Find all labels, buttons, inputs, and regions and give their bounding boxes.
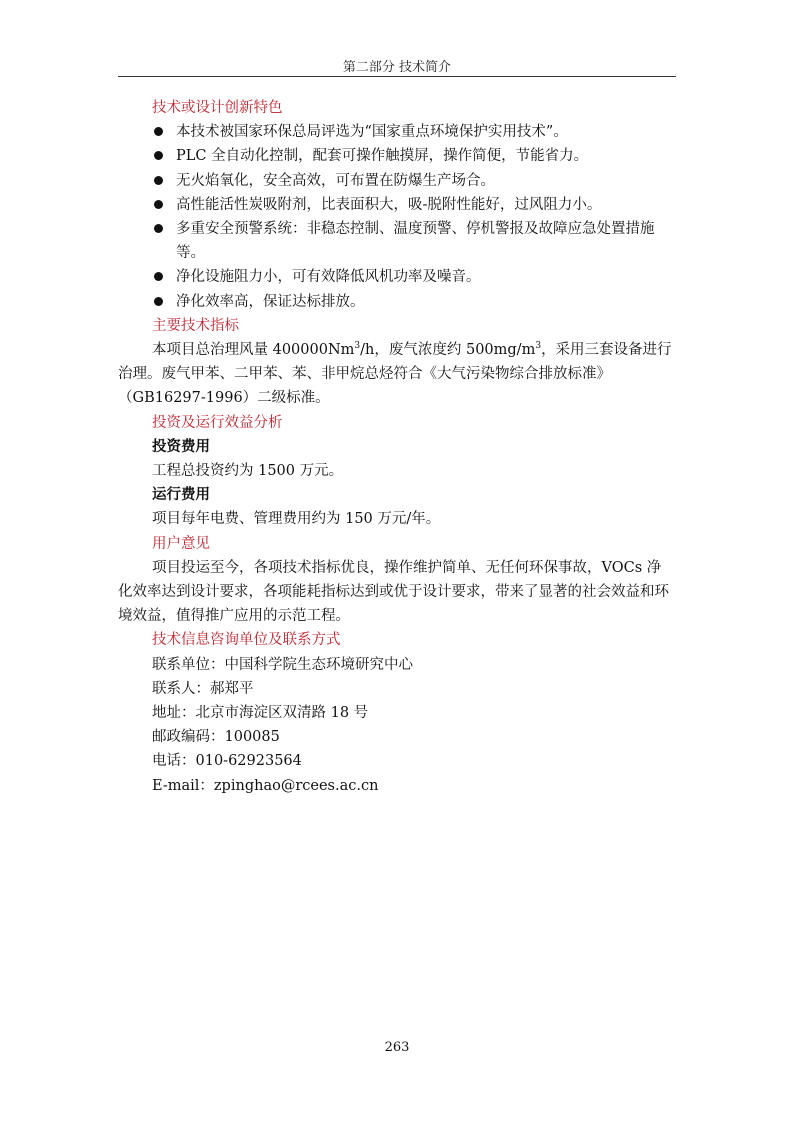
bullet-icon xyxy=(154,224,163,233)
list-item: 多重安全预警系统：非稳态控制、温度预警、停机警报及故障应急处置措施等。 xyxy=(152,217,674,265)
indicators-paragraph: 本项目总治理风量 400000Nm$^3$/h，废气浓度约 $500mg/m^3$，采用三套设备进行治理。废气甲苯、二甲苯、苯、非甲烷总烃符合《大气污染物综合排放标准》（GB16297-1996）二级标准。 xyxy=(118,341,672,407)
feedback-paragraph: 项目投运至今，各项技术指标优良，操作维护简单、无任何环保事故，VOCs 净化效率达到设计要求，各项能耗指标达到或优于设计要求，带来了显著的社会效益和环境效益，值得推广应用的示范工程。 xyxy=(118,559,669,625)
list-item: 净化效率高，保证达标排放。 xyxy=(152,290,674,314)
section-heading-innovation: 技术或设计创新特色 xyxy=(152,100,283,116)
bullet-icon xyxy=(154,127,163,136)
list-item: 本技术被国家环保总局评选为“国家重点环境保护实用技术”。 xyxy=(152,120,674,144)
section-heading-investment: 投资及运行效益分析 xyxy=(152,414,283,431)
contact-phone: 电话：010-62923564 xyxy=(152,753,302,770)
bullet-icon xyxy=(154,200,163,209)
list-item: PLC 全自动化控制，配套可操作触摸屏，操作简便，节能省力。 xyxy=(152,144,674,168)
contact-unit: 联系单位：中国科学院生态环境研究中心 xyxy=(152,656,413,673)
section-heading-feedback: 用户意见 xyxy=(152,535,210,552)
bullet-icon xyxy=(154,176,163,185)
page-number: 263 xyxy=(384,1040,410,1055)
page-header: 第二部分 技术简介 xyxy=(342,60,452,75)
subheading-running-cost: 运行费用 xyxy=(152,487,210,504)
bullet-icon xyxy=(154,272,163,281)
list-item: 净化设施阻力小，可有效降低风机功率及噪音。 xyxy=(152,265,674,289)
contact-postcode: 邮政编码：100085 xyxy=(152,729,280,746)
running-cost-text: 项目每年电费、管理费用约为 150 万元/年。 xyxy=(152,511,441,528)
list-item: 高性能活性炭吸附剂，比表面积大，吸-脱附性能好，过风阻力小。 xyxy=(152,193,674,217)
header-rule xyxy=(118,76,676,77)
contact-person: 联系人：郝郑平 xyxy=(152,680,254,697)
contact-address: 地址：北京市海淀区双清路 18 号 xyxy=(152,705,369,722)
investment-cost-text: 工程总投资约为 1500 万元。 xyxy=(152,463,344,480)
page-content xyxy=(118,96,674,798)
bullet-icon xyxy=(154,297,163,306)
innovation-bullet-list xyxy=(152,120,674,314)
contact-email: E-mail：zpinghao@rcees.ac.cn xyxy=(152,777,379,794)
bullet-icon xyxy=(154,151,163,160)
section-heading-contact: 技术信息咨询单位及联系方式 xyxy=(152,632,341,649)
subheading-investment-cost: 投资费用 xyxy=(152,438,210,455)
list-item: 无火焰氧化，安全高效，可布置在防爆生产场合。 xyxy=(152,169,674,193)
section-heading-indicators: 主要技术指标 xyxy=(152,317,239,334)
